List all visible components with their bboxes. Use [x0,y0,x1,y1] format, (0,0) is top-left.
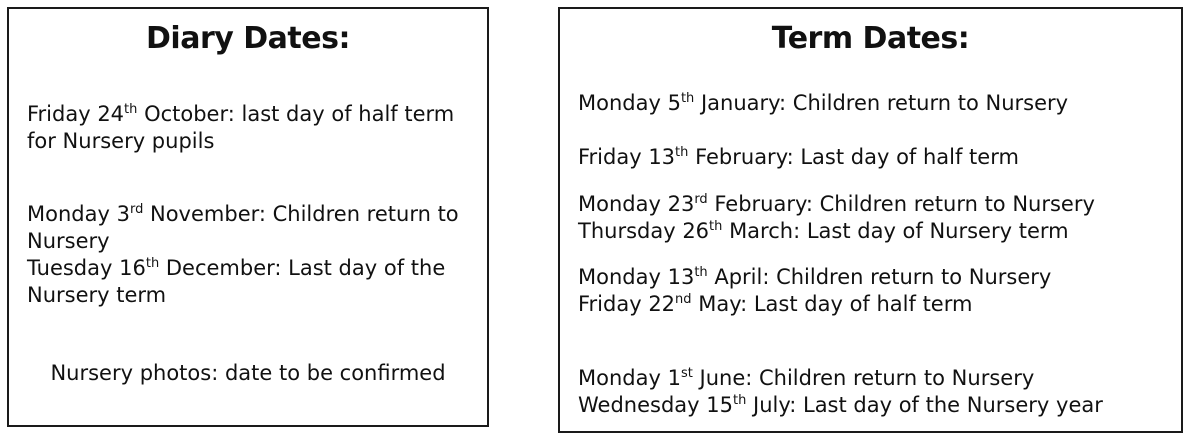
term-entry [578,191,1095,245]
term-entry-ordinal: th [694,265,708,280]
diary-entry-day: Friday 24 [27,102,125,126]
diary-entry-text: November: Children return to [143,202,459,226]
term-entry-day: Monday 1 [578,366,681,390]
term-entry-text: June: Children return to Nursery [692,366,1035,390]
term-entry-text: July: Last day of the Nursery year [746,393,1103,417]
term-entry-ordinal: rd [694,192,708,207]
diary-entry [27,101,454,155]
term-entry-day: Monday 13 [578,265,695,289]
diary-entry-ordinal: th [124,102,138,117]
diary-entry-line2: for Nursery pupils [27,129,215,153]
term-entry-day: Monday 23 [578,192,695,216]
diary-entry-day: Monday 3 [27,202,130,226]
term-dates-box [558,7,1183,433]
term-entry-ordinal: th [680,91,695,106]
term-entry [578,264,1051,318]
term-dates-heading: Term Dates: [771,21,970,56]
term-entry [578,365,1103,419]
diary-dates-box [7,7,489,427]
diary-entry-ordinal: th [145,256,160,271]
term-entry-ordinal: nd [675,292,692,307]
term-entry-day: Friday 22 [578,292,676,316]
diary-entry-text: October: last day of half term [137,102,455,126]
term-entry-day: Thursday 26 [578,219,710,243]
diary-entry [27,201,459,255]
diary-entry-line2: Nursery term [27,283,167,307]
diary-entry-line2: Nursery [27,229,110,253]
term-entry-text: May: Last day of half term [691,292,973,316]
term-entry-day: Friday 13 [578,145,676,169]
diary-entry [27,255,445,309]
diary-entry-text: December: Last day of the [159,256,446,280]
term-entry-text: February: Last day of half term [688,145,1019,169]
term-entry [578,144,1019,171]
term-entry-ordinal: th [709,219,723,234]
term-entry-ordinal: st [680,366,693,381]
term-entry-ordinal: th [675,145,689,160]
term-entry [578,90,1068,117]
term-entry-text: January: Children return to Nursery [694,91,1069,115]
diary-entry-ordinal: rd [129,202,144,217]
term-entry-day: Wednesday 15 [578,393,733,417]
diary-dates-heading: Diary Dates: [146,21,350,56]
term-entry-day: Monday 5 [578,91,681,115]
term-entry-text: March: Last day of Nursery term [722,219,1069,243]
term-entry-ordinal: th [732,393,747,408]
diary-entry-day: Tuesday 16 [27,256,146,280]
term-entry-text: April: Children return to Nursery [707,265,1052,289]
nursery-photos-note: Nursery photos: date to be confirmed [50,361,446,385]
term-entry-text: February: Children return to Nursery [707,192,1095,216]
